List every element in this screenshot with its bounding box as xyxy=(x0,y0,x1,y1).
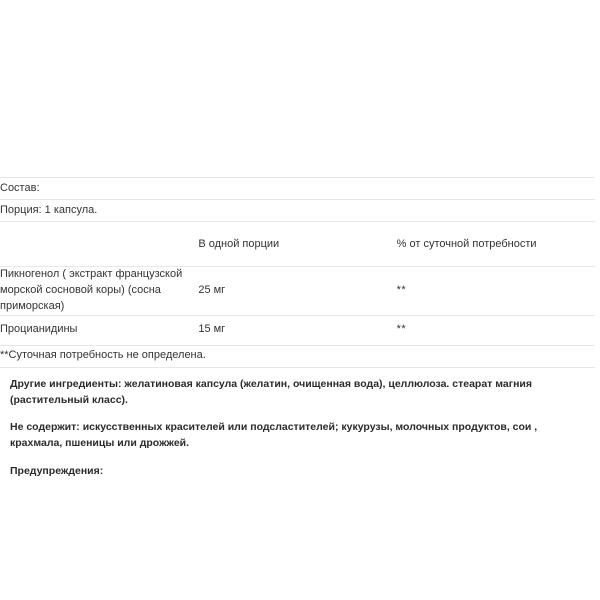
composition-row xyxy=(0,178,595,200)
serving-size-row xyxy=(0,200,595,222)
nutrient-name: Процианидины xyxy=(0,315,198,345)
column-header-name xyxy=(0,222,198,267)
nutrient-amount: 15 мг xyxy=(198,315,396,345)
footnote-row xyxy=(0,345,595,367)
table-row xyxy=(0,267,595,316)
serving-size-label: Порция: 1 капсула. xyxy=(0,200,595,222)
column-header-daily-value: % от суточной потребности xyxy=(397,222,595,267)
other-ingredients-note: Другие ингредиенты: желатиновая капсула (желатин, очищенная вода), целлюлоза. стеарат магния (растительный класс). xyxy=(10,377,533,406)
composition-label: Состав: xyxy=(0,178,595,200)
notes-section xyxy=(0,377,600,480)
table-header-row xyxy=(0,222,595,267)
column-header-amount-per-serving: В одной порции xyxy=(198,222,396,267)
table-row xyxy=(0,315,595,345)
top-spacer xyxy=(0,0,600,177)
supplement-facts-table xyxy=(0,177,595,368)
daily-value-footnote: **Суточная потребность не определена. xyxy=(0,345,595,367)
warnings-heading: Предупреждения: xyxy=(10,464,104,477)
nutrient-name: Пикногенол ( экстракт французской морской сосновой коры) (сосна приморская) xyxy=(0,267,198,316)
nutrient-daily-value: ** xyxy=(397,267,595,316)
free-from-note: Не содержит: искусственных красителей или подсластителей; кукурузы, молочных продуктов, сои , крахмала, пшеницы или дрожжей. xyxy=(10,421,538,450)
nutrient-amount: 25 мг xyxy=(198,267,396,316)
nutrient-daily-value: ** xyxy=(397,315,595,345)
